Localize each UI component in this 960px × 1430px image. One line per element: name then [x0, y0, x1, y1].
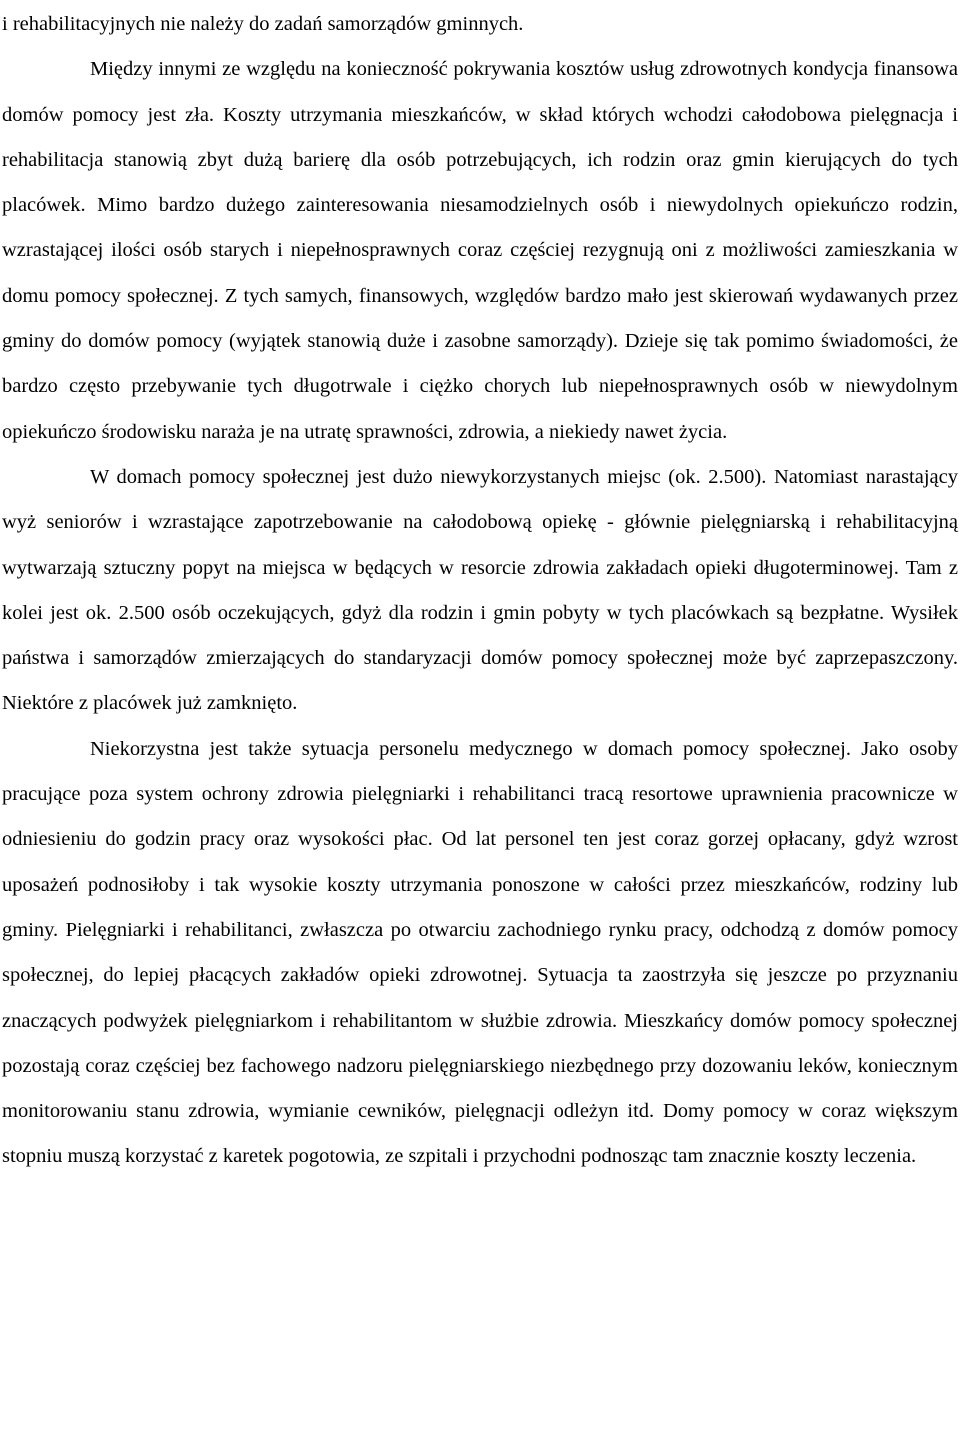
- paragraph-1: i rehabilitacyjnych nie należy do zadań samorządów gminnych.: [2, 13, 524, 35]
- paragraph-4: Niekorzystna jest także sytuacja personelu medycznego w domach pomocy społecznej. Jako osoby pracujące poza system ochrony zdrowia pielęgniarki i rehabilitanci tracą resortowe uprawnienia pracownicze w odniesieniu do godzin pracy oraz wysokości płac. Od lat personel ten jest coraz gorzej opłacany, gdyż wzrost uposażeń podnosiłoby i tak wysokie koszty utrzymania ponoszone w całości przez mieszkańców, rodziny lub gminy. Pielęgniarki i rehabilitanci, zwłaszcza po otwarciu zachodniego rynku pracy, odchodzą z domów pomocy społecznej, do lepiej płacących zakładów opieki zdrowotnej. Sytuacja ta zaostrzyła się jeszcze po przyznaniu znaczących podwyżek pielęgniarkom i rehabilitantom w służbie zdrowia. Mieszkańcy domów pomocy społecznej pozostają coraz częściej bez fachowego nadzoru pielęgniarskiego niezbędnego przy dozowaniu leków, koniecznym monitorowaniu stanu zdrowia, wymianie cewników, pielęgnacji odleżyn itd. Domy pomocy w coraz większym stopniu muszą korzystać z karetek pogotowia, ze szpitali i przychodni podnosząc tam znacznie koszty leczenia.: [2, 737, 958, 1168]
- paragraph-3: W domach pomocy społecznej jest dużo niewykorzystanych miejsc (ok. 2.500). Natomiast narastający wyż seniorów i wzrastające zapotrzebowanie na całodobową opiekę - głównie pielęgniarską i rehabilitacyjną wytwarzają sztuczny popyt na miejsca w będących w resorcie zdrowia zakładach opieki długoterminowej. Tam z kolei jest ok. 2.500 osób oczekujących, gdyż dla rodzin i gmin pobyty w tych placówkach są bezpłatne. Wysiłek państwa i samorządów zmierzających do standaryzacji domów pomocy społecznej może być zaprzepaszczony. Niektóre z placówek już zamknięto.: [2, 465, 958, 715]
- paragraph-2: Między innymi ze względu na konieczność pokrywania kosztów usług zdrowotnych kondycja finansowa domów pomocy jest zła. Koszty utrzymania mieszkańców, w skład których wchodzi całodobowa pielęgnacja i rehabilitacja stanowią zbyt dużą barierę dla osób potrzebujących, ich rodzin oraz gmin kierujących do tych placówek. Mimo bardzo dużego zainteresowania niesamodzielnych osób i niewydolnych opiekuńczo rodzin, wzrastającej ilości osób starych i niepełnosprawnych coraz częściej rezygnują oni z możliwości zamieszkania w domu pomocy społecznej. Z tych samych, finansowych, względów bardzo mało jest skierowań wydawanych przez gminy do domów pomocy (wyjątek stanowią duże i zasobne samorządy). Dzieje się tak pomimo świadomości, że bardzo często przebywanie tych długotrwale i ciężko chorych lub niepełnosprawnych osób w niewydolnym opiekuńczo środowisku naraża je na utratę sprawności, zdrowia, a niekiedy nawet życia.: [2, 58, 958, 443]
